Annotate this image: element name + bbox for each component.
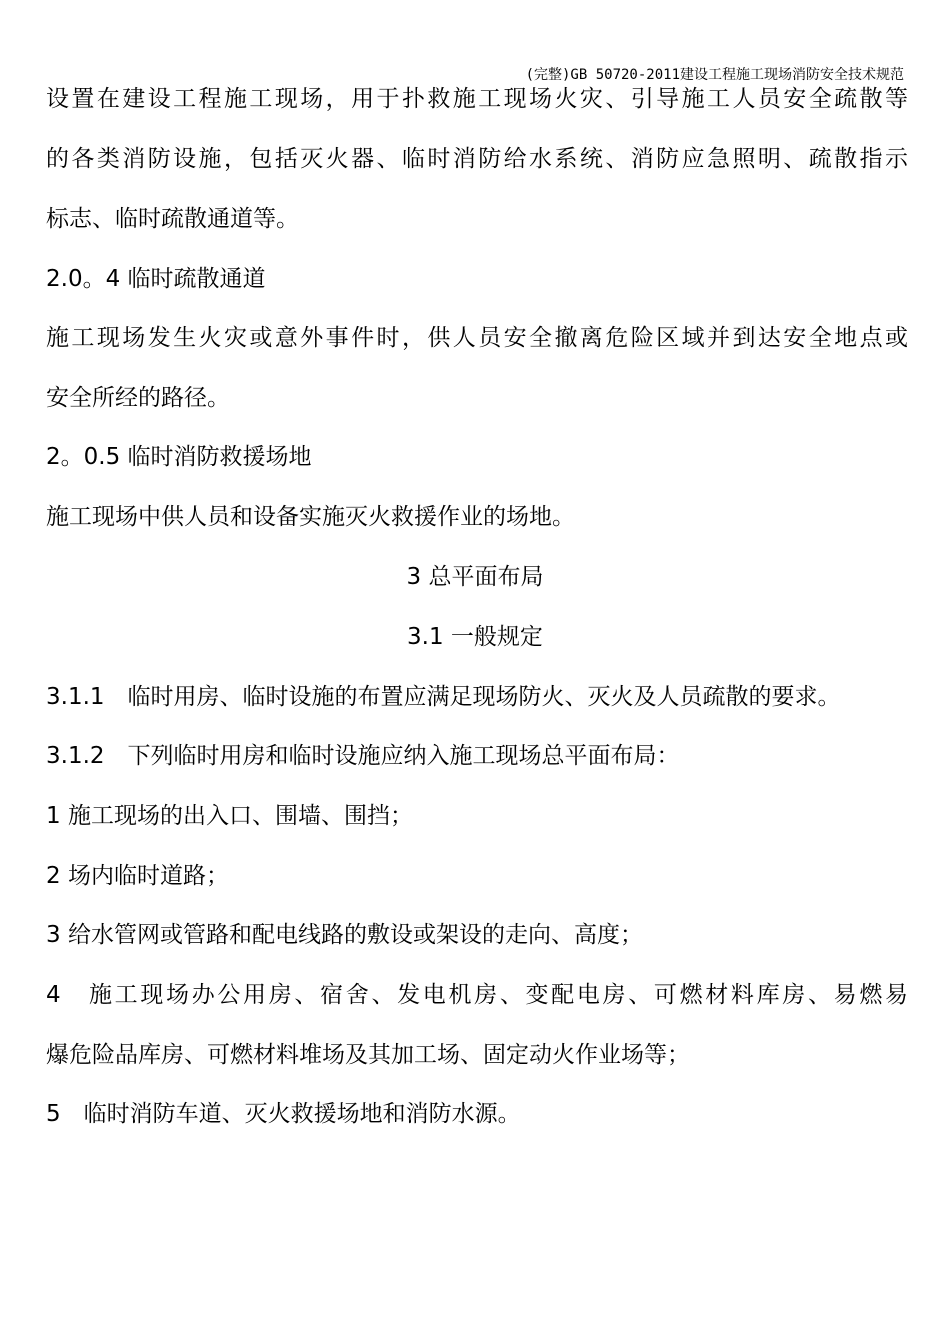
list-item-2: 2 场内临时道路； [46,863,229,889]
chapter-heading-3: 3 总平面布局 [406,564,544,590]
document-header-title: (完整)GB 50720-2011建设工程施工现场消防安全技术规范 [525,67,904,83]
paragraph-line-1: 设置在建设工程施工现场，用于扑救施工现场火灾、引导施工人员安全疏散等 [46,86,908,112]
list-item-5: 5 临时消防车道、灭火救援场地和消防水源。 [46,1101,521,1127]
list-item-4-line-1: 4 施工现场办公用房、宿舍、发电机房、变配电房、可燃材料库房、易燃易 [46,982,908,1008]
list-item-3: 3 给水管网或管路和配电线路的敷设或架设的走向、高度； [46,922,643,948]
section-heading-2-0-4: 2.0。4 临时疏散通道 [46,266,266,292]
clause-3-1-2: 3.1.2 下列临时用房和临时设施应纳入施工现场总平面布局： [46,743,680,769]
list-item-4-line-2: 爆危险品库房、可燃材料堆场及其加工场、固定动火作业场等； [46,1042,690,1068]
paragraph-line-3: 标志、临时疏散通道等。 [46,206,299,232]
list-item-1: 1 施工现场的出入口、围墙、围挡； [46,803,413,829]
paragraph-line-6: 施工现场中供人员和设备实施灭火救援作业的场地。 [46,504,575,530]
paragraph-line-2: 的各类消防设施，包括灭火器、临时消防给水系统、消防应急照明、疏散指示 [46,146,908,172]
section-heading-3-1: 3.1 一般规定 [407,624,543,650]
paragraph-line-5: 安全所经的路径。 [46,385,230,411]
paragraph-line-4: 施工现场发生火灾或意外事件时，供人员安全撤离危险区域并到达安全地点或 [46,325,908,351]
clause-3-1-1: 3.1.1 临时用房、临时设施的布置应满足现场防火、灭火及人员疏散的要求。 [46,684,841,710]
section-heading-2-0-5: 2。0.5 临时消防救援场地 [46,444,312,470]
